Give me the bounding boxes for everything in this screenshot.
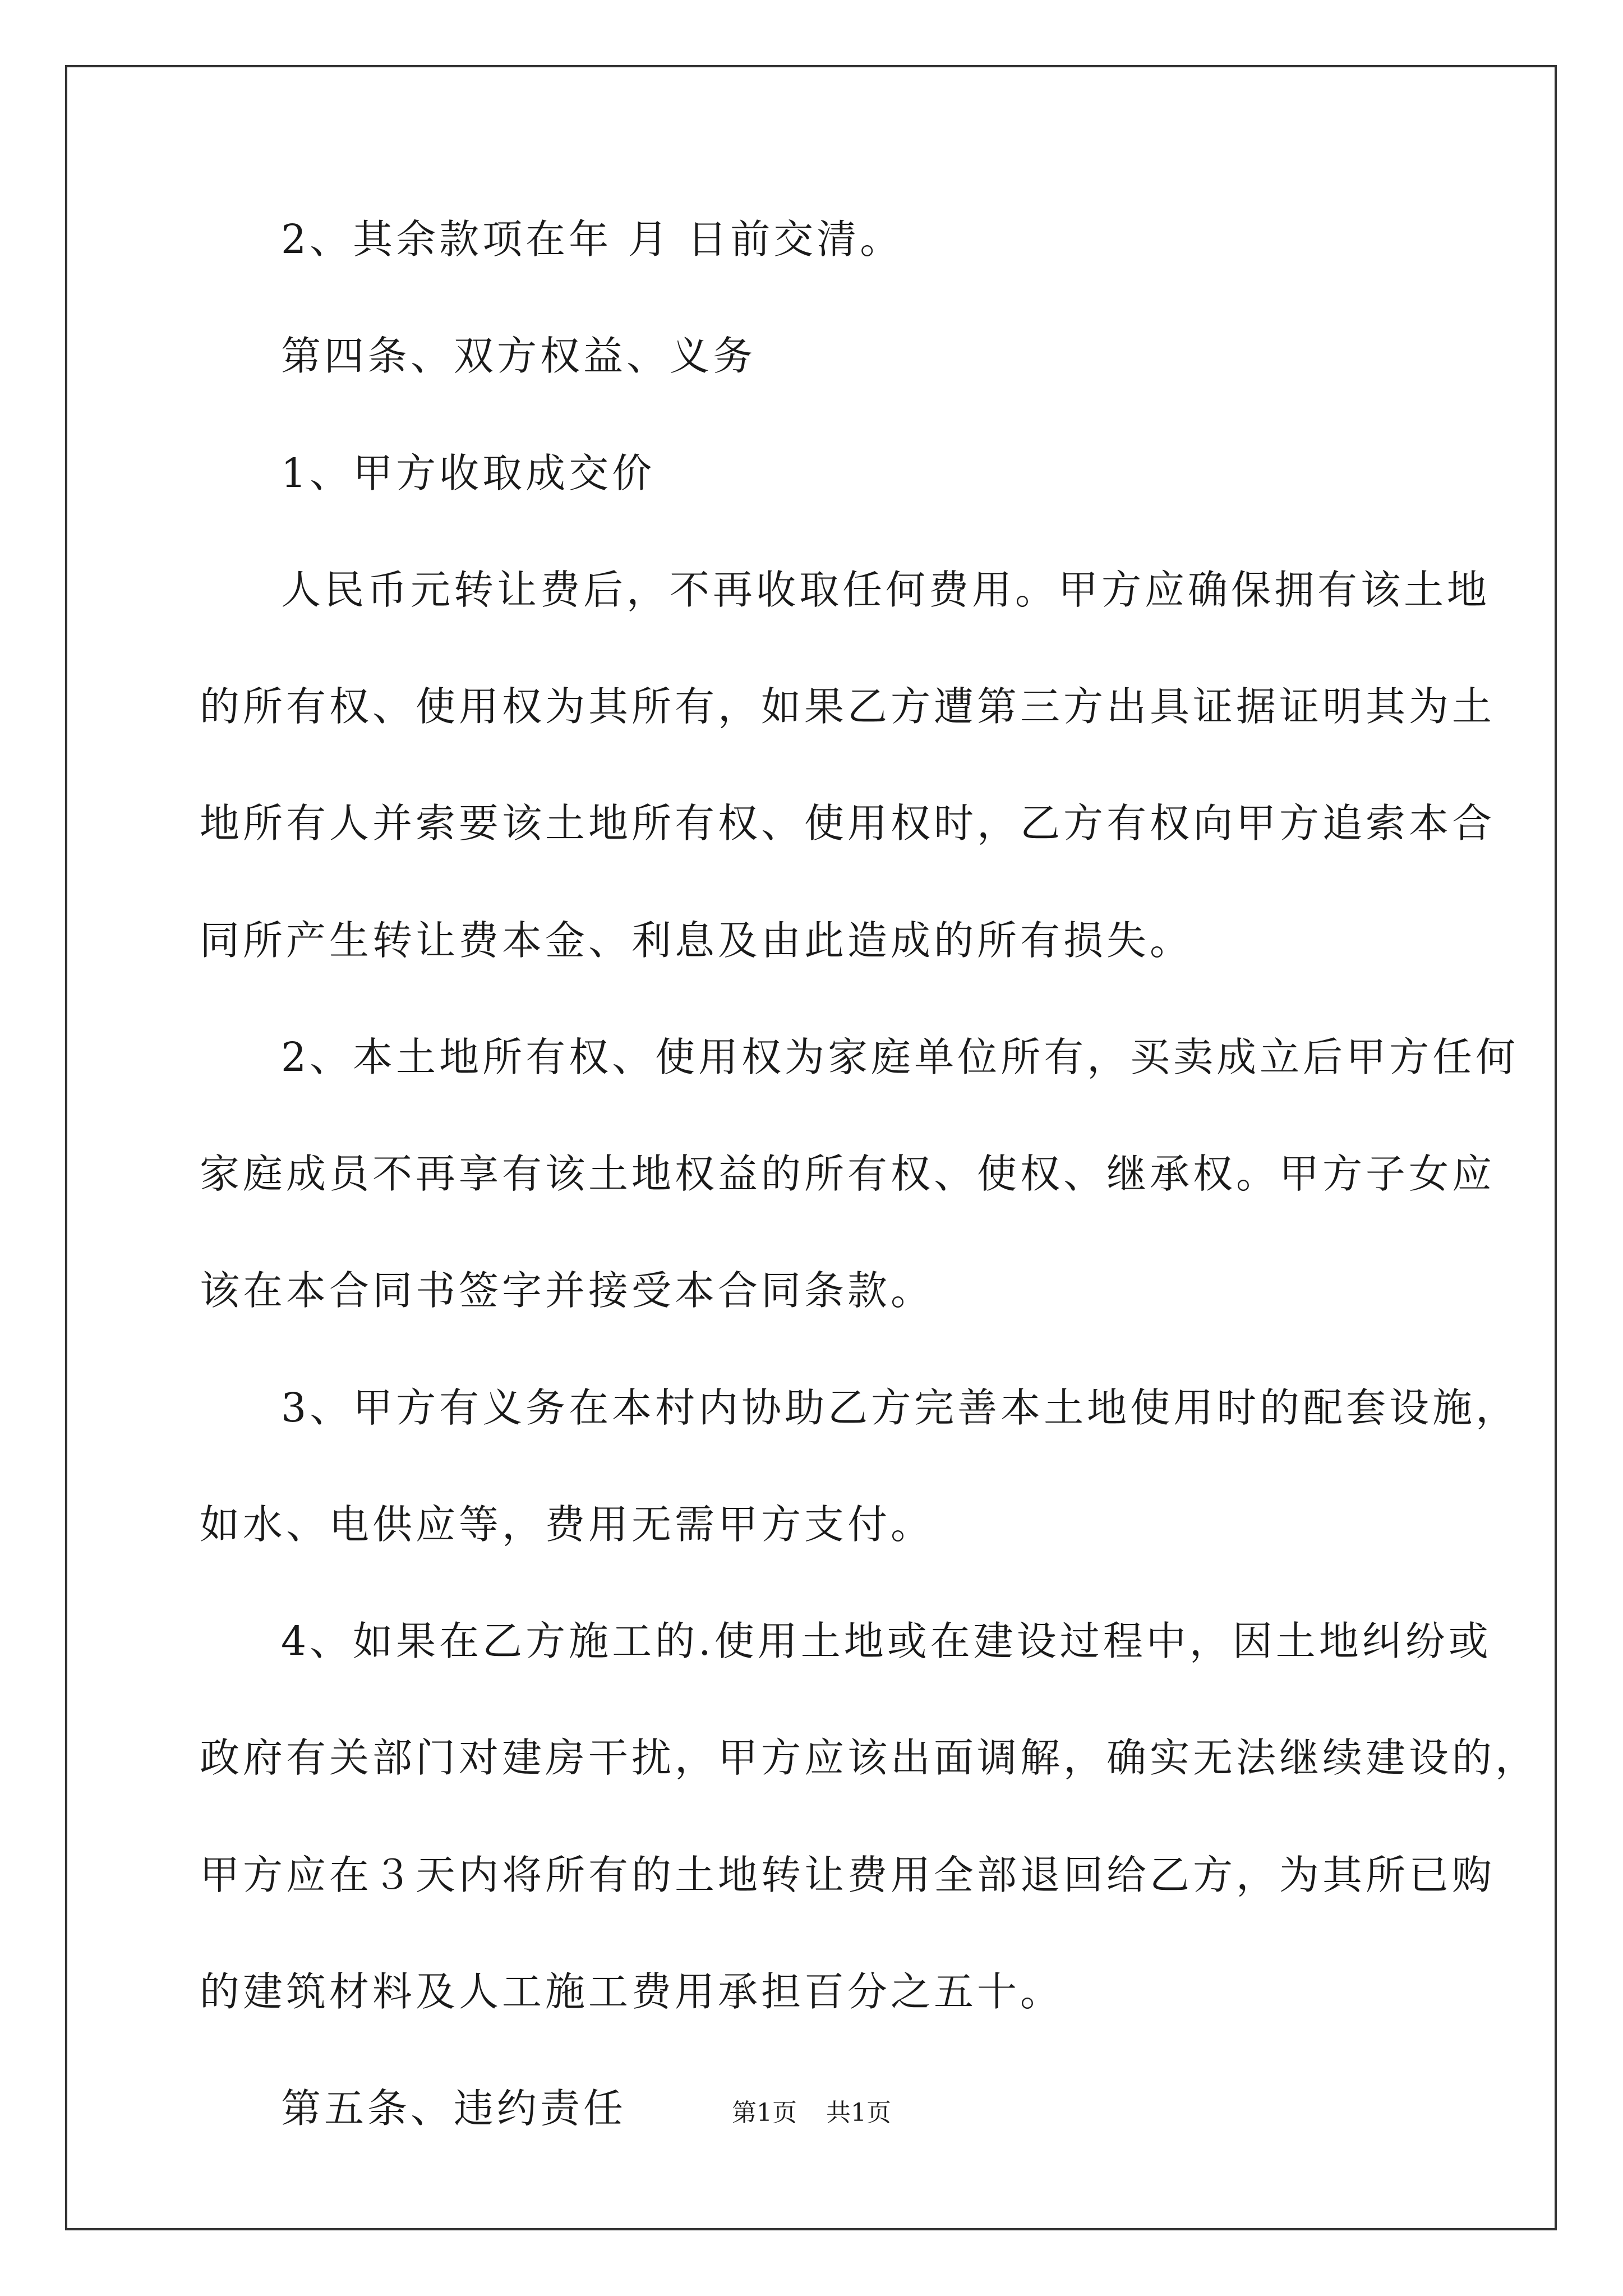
paragraph-line: 同所产生转让费本金、利息及由此造成的所有损失。 (200, 917, 1193, 964)
paragraph-line: 的建筑材料及人工施工费用承担百分之五十。 (200, 1968, 1064, 2015)
paragraph-line: 2、其余款项在年 月 日前交清。 (281, 216, 903, 263)
section-heading: 第五条、违约责任 (281, 2085, 627, 2132)
paragraph-line: 地所有人并索要该土地所有权、使用权时，乙方有权向甲方追索本合 (200, 800, 1496, 846)
section-heading: 第四条、双方权益、义务 (281, 333, 757, 379)
paragraph-line: 甲方应在３天内将所有的土地转让费用全部退回给乙方，为其所已购 (200, 1852, 1496, 1898)
page-total: 共1页 (826, 2099, 891, 2127)
page-number: 第1页 (732, 2099, 797, 2127)
paragraph-line: 4、如果在乙方施工的.使用土地或在建设过程中，因土地纠纷或 (281, 1618, 1492, 1664)
page-footer (0, 2092, 1623, 2128)
paragraph-line: 的所有权、使用权为其所有，如果乙方遭第三方出具证据证明其为土 (200, 683, 1496, 730)
paragraph-line: 如水、电供应等，费用无需甲方支付。 (200, 1501, 934, 1548)
paragraph-line: 该在本合同书签字并接受本合同条款。 (200, 1267, 934, 1314)
paragraph-line: 人民币元转让费后，不再收取任何费用。甲方应确保拥有该土地 (281, 567, 1491, 613)
paragraph-line: 3、甲方有义务在本村内协助乙方完善本土地使用时的配套设施， (281, 1384, 1519, 1431)
paragraph-line: 1、甲方收取成交价 (281, 450, 656, 496)
paragraph-line: 2、本土地所有权、使用权为家庭单位所有，买卖成立后甲方任何 (281, 1034, 1519, 1080)
paragraph-line: 政府有关部门对建房干扰，甲方应该出面调解，确实无法继续建设的， (200, 1734, 1539, 1781)
paragraph-line: 家庭成员不再享有该土地权益的所有权、使权、继承权。甲方子女应 (200, 1151, 1496, 1197)
